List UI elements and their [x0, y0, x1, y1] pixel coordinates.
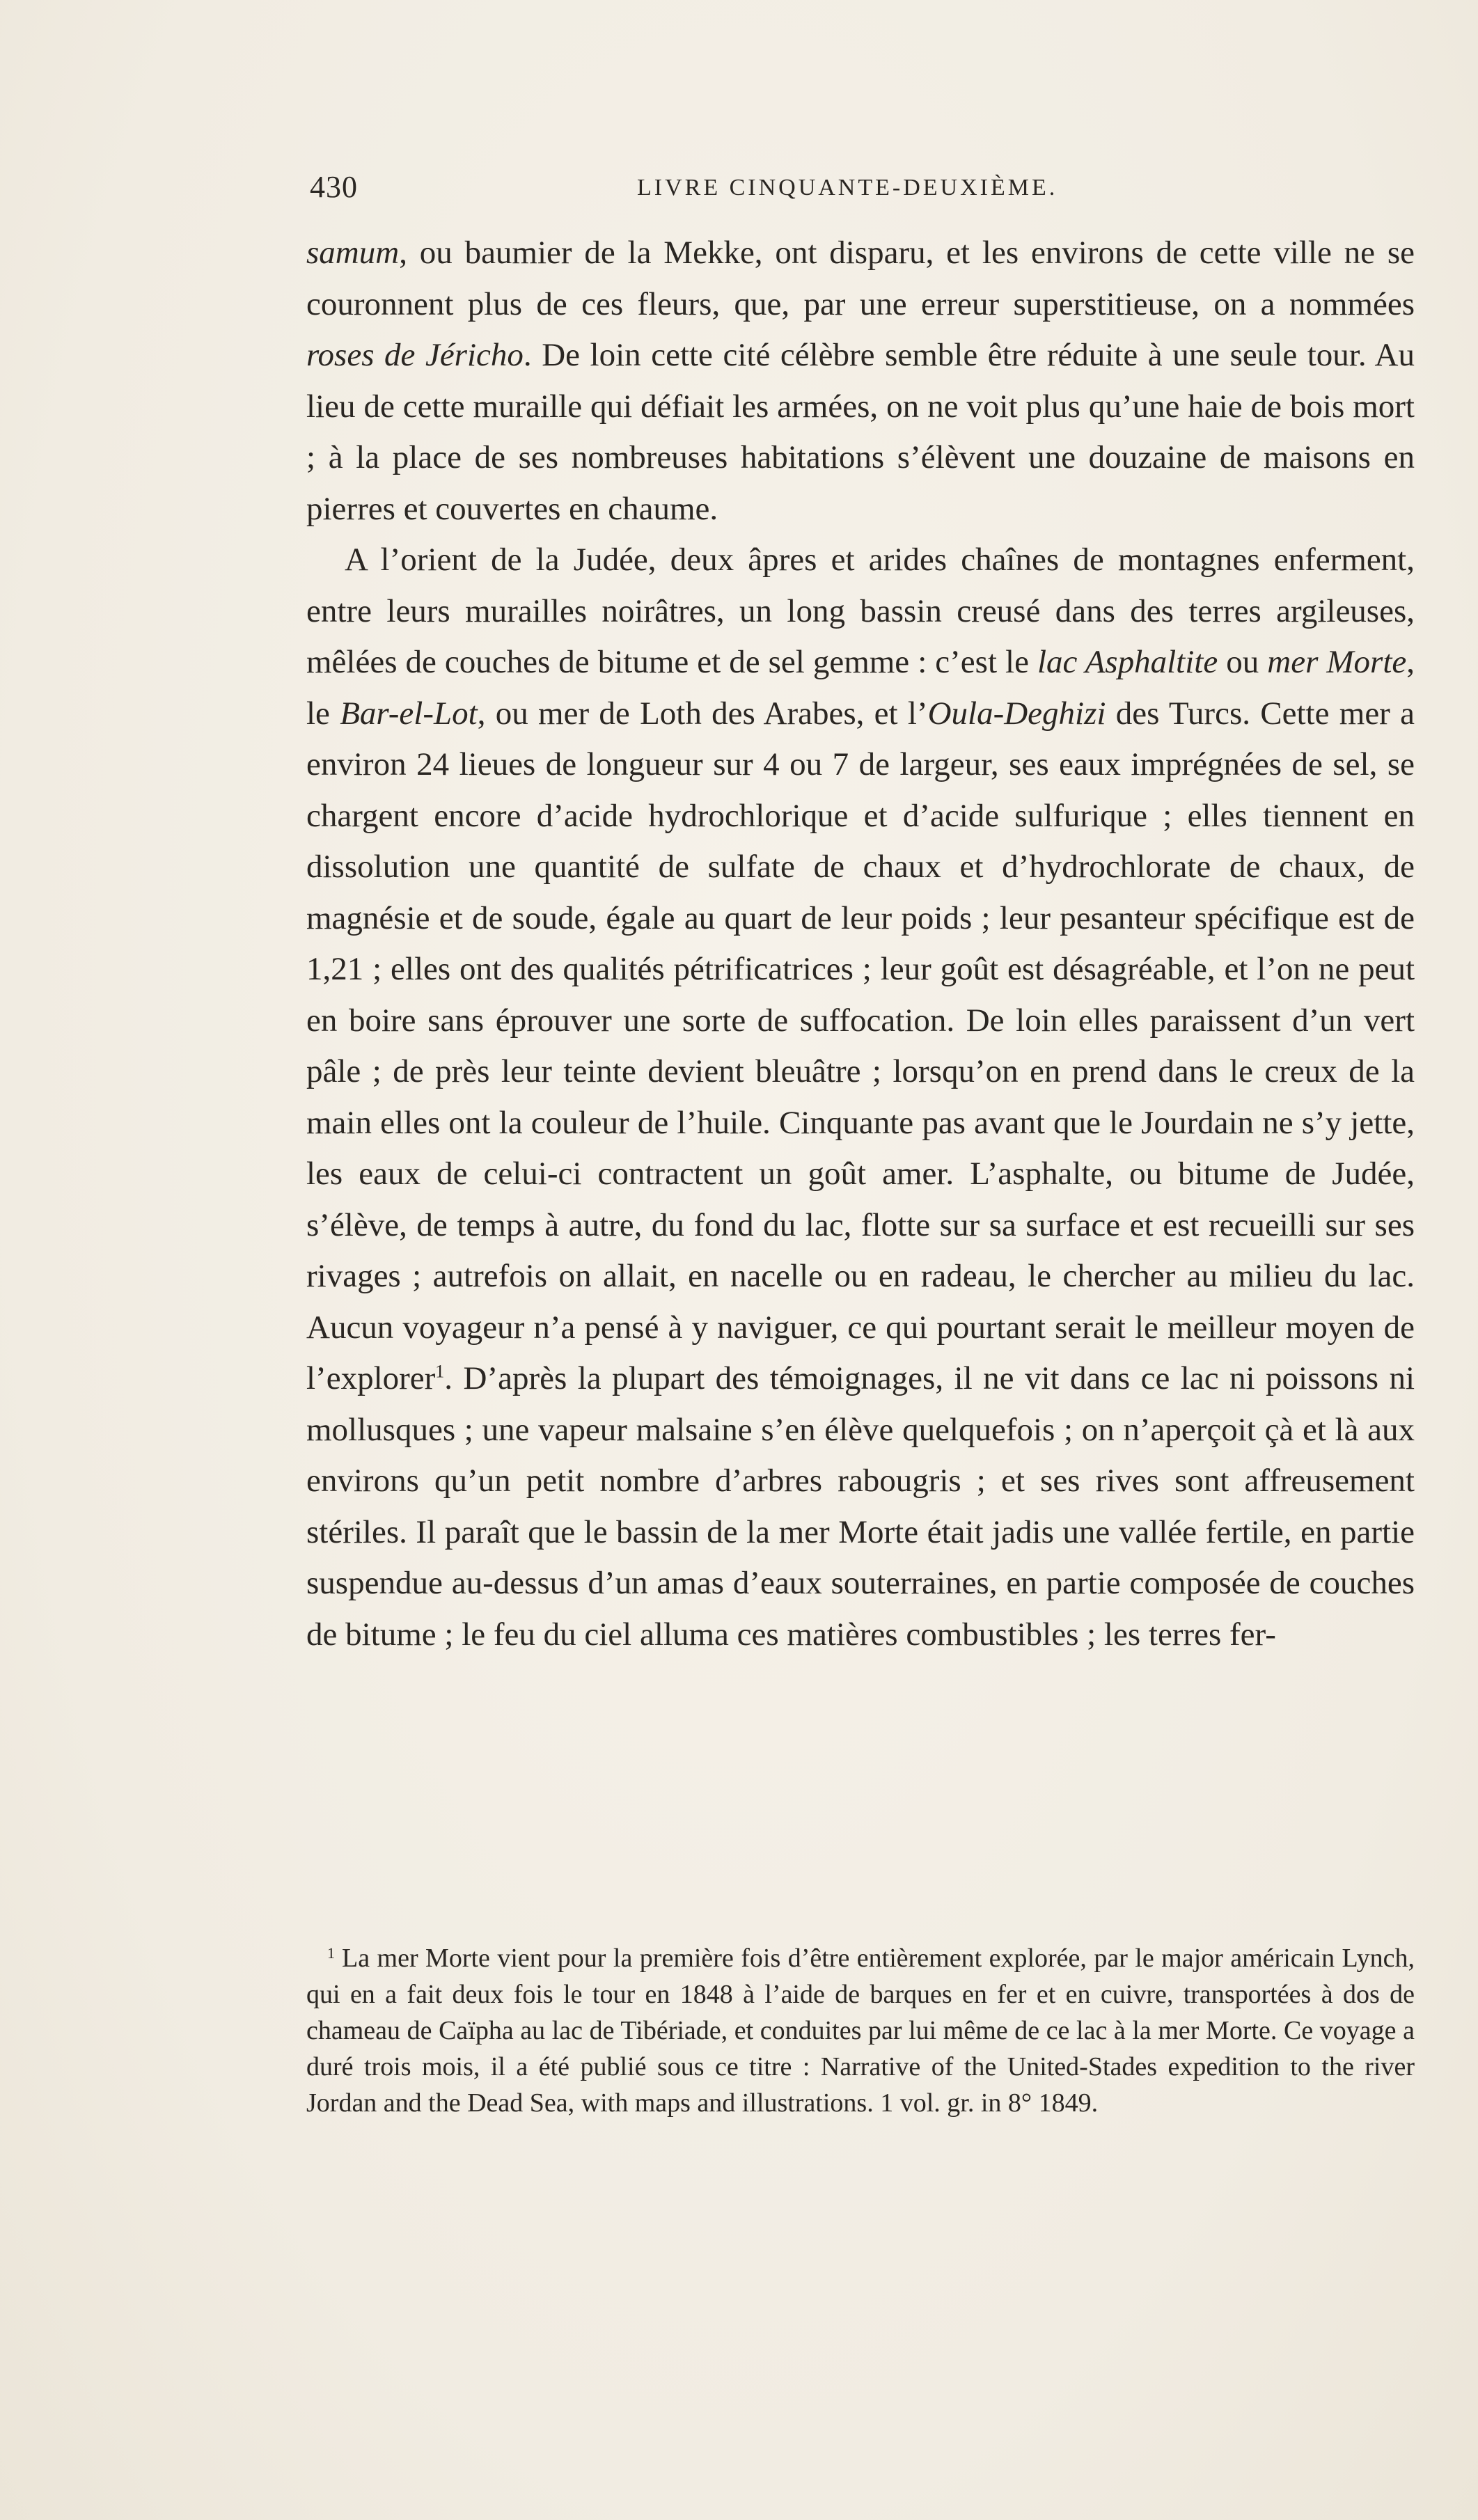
footnotes — [306, 1935, 1415, 2121]
footnote-text: La mer Morte vient pour la première fois d’être entièrement explorée, par le major américain Lynch, qui en a fait deux fois le tour en 1848 à l’aide de barques en fer et en cuivre, transportées à dos de chameau de Caïpha au lac de Tibériade, et conduites par lui même de ce lac à la mer Morte. Ce voyage a duré trois mois, il a été publié sous ce titre : Narrative of the United-Stades expedition to the river Jordan and the Dead Sea, with maps and illustrations. 1 vol. gr. in 8° 1849. — [306, 1944, 1415, 2118]
paragraph-1: samum, ou baumier de la Mekke, ont disparu, et les environs de cette ville ne se couronnent plus de ces fleurs, que, par une erreur superstitieuse, on a nommées roses de Jéricho. De loin cette cité célèbre semble être réduite à une seule tour. Au lieu de cette muraille qui défiait les armées, on ne voit plus qu’une haie de bois mort ; à la place de ses nombreuses habitations s’élèvent une douzaine de maisons en pierres et couvertes en chaume. — [306, 235, 1415, 527]
italic-term: Oula-Deghizi — [927, 695, 1106, 732]
italic-term: mer Morte — [1267, 644, 1407, 680]
italic-term: samum — [306, 235, 400, 271]
footnote-reference: 1 — [435, 1361, 445, 1382]
italic-term: Bar-el-Lot — [340, 695, 478, 732]
footnote-1 — [306, 1935, 1415, 2121]
italic-term: lac Asphaltite — [1037, 644, 1218, 680]
page-header — [310, 169, 1410, 211]
footnote-mark: 1 — [327, 1944, 335, 1962]
italic-term: roses de Jéricho — [306, 337, 524, 373]
page-number: 430 — [310, 170, 358, 204]
body-text — [306, 228, 1415, 1660]
paragraph-2: A l’orient de la Judée, deux âpres et arides chaînes de montagnes enferment, entre leurs murailles noirâtres, un long bassin creusé dans des terres argileuses, mêlées de couches de bitume et de sel gemme : c’est le lac Asphaltite ou mer Morte, le Bar-el-Lot, ou mer de Loth des Arabes, et l’Oula-Deghizi des Turcs. Cette mer a environ 24 lieues de longueur sur 4 ou 7 de largeur, ses eaux imprégnées de sel, se chargent encore d’acide hydrochlorique et d’acide sulfurique ; elles tiennent en dissolution une quantité de sulfate de chaux et d’hydrochlorate de chaux, de magnésie et de soude, égale au quart de leur poids ; leur pesanteur spécifique est de 1,21 ; elles ont des qualités pétrificatrices ; leur goût est désagréable, et l’on ne peut en boire sans éprouver une sorte de suffocation. De loin elles paraissent d’un vert pâle ; de près leur teinte devient bleuâtre ; lorsqu’on en prend dans le creux de la main elles ont la couleur de l’huile. Cinquante pas avant que le Jourdain ne s’y jette, les eaux de celui-ci contractent un goût amer. L’asphalte, ou bitume de Judée, s’élève, de temps à autre, du fond du lac, flotte sur sa surface et est recueilli sur ses rivages ; autrefois on allait, en nacelle ou en radeau, le chercher au milieu du lac. Aucun voyageur n’a pensé à y naviguer, ce qui pourtant serait le meilleur moyen de l’explorer$^1$. D’après la plupart des témoignages, il ne vit dans ce lac ni poissons ni mollusques ; une vapeur malsaine s’en élève quelquefois ; on n’aperçoit çà et là aux environs qu’un petit nombre d’arbres rabougris ; et ses rives sont affreusement stériles. Il paraît que le bassin de la mer Morte était jadis une vallée fertile, en partie suspendue au-dessus d’un amas d’eaux souterraines, en partie composée de couches de bitume ; le feu du ciel alluma ces matières combustibles ; les terres fer- — [306, 542, 1415, 1653]
running-head: LIVRE CINQUANTE-DEUXIÈME. — [637, 175, 1058, 200]
